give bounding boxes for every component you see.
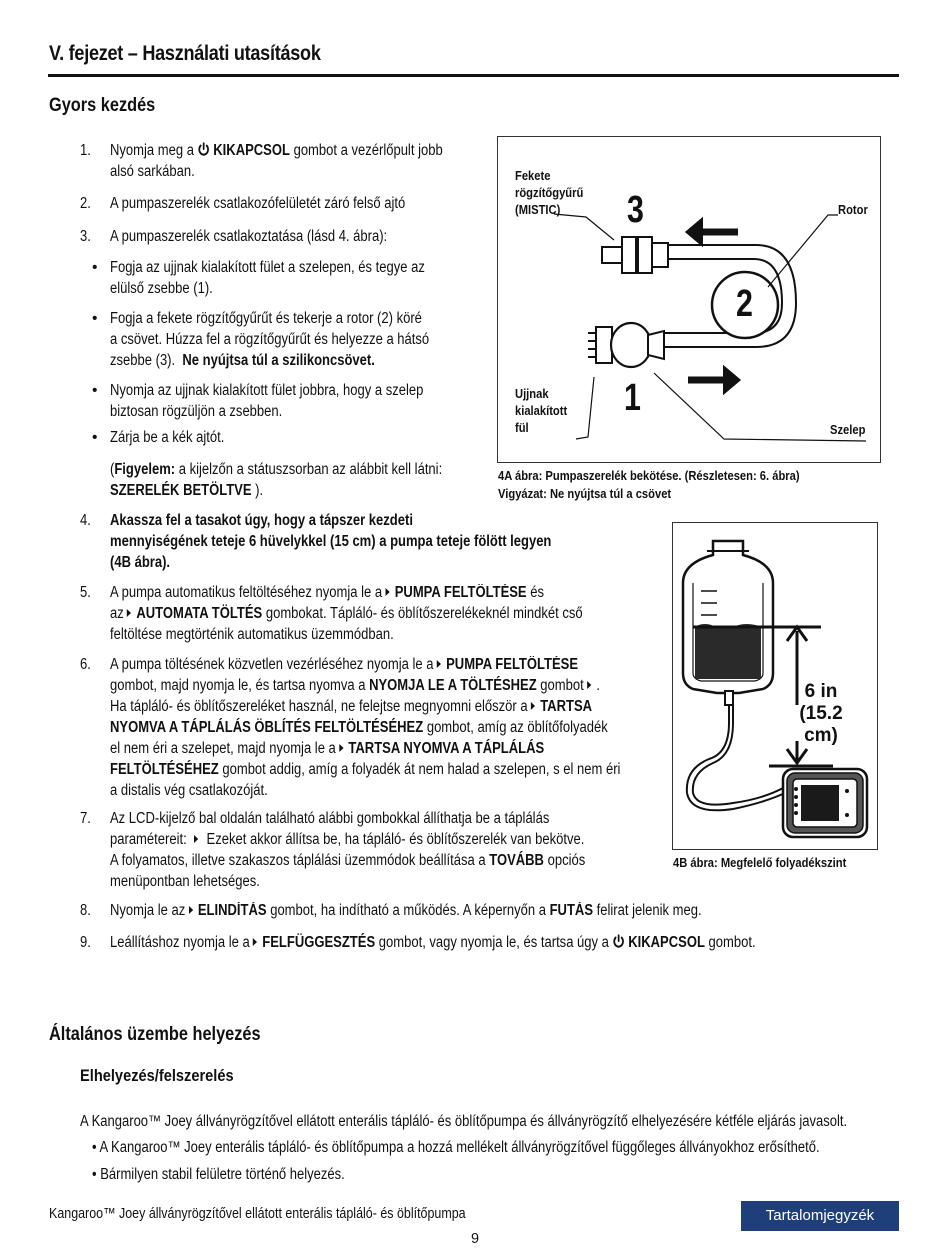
step-7-number: 7. (80, 810, 91, 827)
bullet-1-line-1: Fogja az ujjnak kialakított fület a szelepen, és tegye az (110, 259, 425, 276)
valve-label: Szelep (830, 422, 866, 437)
note-label: Figyelem: (114, 461, 176, 478)
bullet-1-text (110, 257, 425, 299)
bullet-2-line-2: a csövet. Húzza fel a rögzítőgyűrűt és helyezze a hátsó (110, 331, 430, 348)
bullet-mark: • (92, 429, 98, 446)
figure-4a-caption-1: 4A ábra: Pumpaszerelék bekötése. (Részletesen: 6. ábra) (498, 468, 800, 483)
number-1-label: 1 (624, 377, 641, 419)
hold-to-prime-button-label: NYOMJA LE A TÖLTÉSHEZ (369, 677, 537, 694)
step-5-text-e: feltöltése megtörténik automatikus üzemmódban. (110, 626, 394, 643)
play-triangle-icon (194, 835, 198, 843)
start-button-label: ELINDÍTÁS (197, 902, 267, 919)
general-setup-heading: Általános üzembe helyezés (49, 1024, 261, 1045)
note-body: a kijelzőn a státuszsorban az alábbit kell látni: (175, 461, 443, 478)
placement-item-1 (92, 1137, 820, 1158)
step-6-text-a: A pumpa töltésének közvetlen vezérléséhez nyomja le a (110, 656, 434, 673)
step-6-text-b: gombot, majd nyomja le, és tartsa nyomva a (110, 677, 366, 694)
step-6-text-d: . (596, 677, 600, 694)
note-text (110, 459, 442, 501)
placement-item-1-text: A Kangaroo™ Joey enterális tápláló- és öblítőpumpa a hozzá mellékelt állványrögzítővel függőleges állványokhoz erősíthető. (99, 1139, 820, 1156)
step-3-text: A pumpaszerelék csatlakoztatása (lásd 4. ábra): (110, 228, 388, 245)
play-triangle-icon (385, 588, 389, 596)
bullet-mark: • (92, 382, 98, 399)
step-6-text-f: gombot, amíg az öblítőfolyadék (426, 719, 608, 736)
bullet-3-text (110, 380, 423, 422)
placement-subheading: Elhelyezés/felszerelés (80, 1066, 234, 1085)
bullet-mark: • (92, 1166, 97, 1183)
step-4-line-3: (4B ábra). (110, 554, 171, 571)
bullet-2-line-1: Fogja a fekete rögzítőgyűrűt és tekerje a rotor (2) köré (110, 310, 422, 327)
bullet-mark: • (92, 259, 98, 276)
step-5-text-d: gombokat. Tápláló- és öblítőszerelékeknél mindkét cső (265, 605, 583, 622)
step-5-text-b: és (530, 584, 545, 601)
chapter-rule (48, 74, 899, 77)
bullet-mark: • (92, 310, 98, 327)
mistic-ring-label (515, 167, 583, 218)
fluid-fill (695, 627, 761, 679)
height-label-cm: (15.2 cm) (799, 703, 843, 746)
mistic-ring-label-2: rögzítőgyűrű (515, 185, 584, 200)
step-2-number: 2. (80, 195, 91, 212)
bullet-2-text (110, 308, 429, 371)
hold-feed-button-label-a: TARTSA NYOMVA A TÁPLÁLÁS (348, 740, 545, 757)
hold-feed-button-label-b: FELTÖLTÉSÉHEZ (110, 761, 219, 778)
prime-pump-button-label: PUMPA FELTÖLTÉSE (446, 656, 579, 673)
placement-item-2 (92, 1164, 345, 1185)
height-label (781, 681, 861, 747)
step-8-text-b: gombot, ha indítható a működés. A képernyőn a (270, 902, 546, 919)
figure-4a (497, 136, 881, 463)
step-7-line-2b: Ezeket akkor állítsa be, ha tápláló- és öblítőszerelék van bekötve. (206, 831, 585, 848)
figure-4b-caption: 4B ábra: Megfelelő folyadékszint (673, 855, 847, 870)
step-7-line-3a: A folyamatos, illetve szakaszos táplálási üzemmódok beállítása a (110, 852, 486, 869)
bullet-1-line-2: elülső zsebbe (1). (110, 280, 213, 297)
figure-4a-caption (498, 467, 800, 503)
bullet-3-line-1: Nyomja az ujjnak kialakított fület jobbra, hogy a szelep (110, 382, 424, 399)
hold-flush-button-label-b: NYOMVA A TÁPLÁLÁS ÖBLÍTÉS FELTÖLTÉSÉHEZ (110, 719, 424, 736)
finger-tab-label-3: fül (515, 420, 529, 435)
play-triangle-icon (127, 609, 131, 617)
step-9-text-a: Leállításhoz nyomja le a (110, 934, 250, 951)
figure-4b (672, 522, 878, 850)
running-status-label: FUTÁS (549, 902, 594, 919)
footer-product-name: Kangaroo™ Joey állványrögzítővel ellátott enterális tápláló- és öblítőpumpa (49, 1206, 466, 1222)
note-status-value: SZERELÉK BETÖLTVE (110, 482, 252, 499)
finger-tab-label (515, 385, 567, 436)
step-6-text-c: gombot (540, 677, 584, 694)
step-1-text-c: alsó sarkában. (110, 163, 195, 180)
bullet-2-warning: Ne nyújtsa túl a szilikoncsövet. (182, 352, 375, 369)
step-6-number: 6. (80, 656, 91, 673)
off-button-label: KIKAPCSOL (213, 142, 290, 159)
height-label-in: 6 in (804, 681, 838, 702)
step-5-text (110, 582, 583, 645)
number-3-label: 3 (627, 189, 644, 231)
power-icon (612, 934, 625, 949)
step-6-text (110, 654, 620, 801)
step-1-text-b: gombot a vezérlőpult jobb (293, 142, 443, 159)
step-4-line-2: mennyiségének teteje 6 hüvelykkel (15 cm) a pumpa teteje fölött legyen (110, 533, 552, 550)
step-6-text-g: el nem éri a szelepet, majd nyomja le a (110, 740, 336, 757)
power-icon (197, 142, 210, 157)
finger-tab-label-1: Ujjnak (515, 386, 549, 401)
figure-4a-caption-2: Vigyázat: Ne nyújtsa túl a csövet (498, 486, 672, 501)
step-1-number: 1. (80, 142, 91, 159)
bullet-3-line-2: biztosan rögzüljön a zsebben. (110, 403, 283, 420)
play-triangle-icon (339, 744, 343, 752)
step-8-number: 8. (80, 902, 91, 919)
note-close: ). (255, 482, 264, 499)
play-triangle-icon (587, 681, 591, 689)
prime-pump-button-label: PUMPA FELTÖLTÉSE (394, 584, 527, 601)
step-7-line-4: menüpontban lehetséges. (110, 873, 260, 890)
play-triangle-icon (253, 938, 257, 946)
placement-intro: A Kangaroo™ Joey állványrögzítővel ellátott enterális tápláló- és öblítőpumpa és állványrögzítő elhelyezésére kétféle eljárás javasolt. (80, 1113, 848, 1130)
step-9-text-c: gombot. (708, 934, 756, 951)
step-7-line-3b: opciós (547, 852, 586, 869)
number-2-label: 2 (736, 283, 753, 325)
play-triangle-icon (531, 702, 535, 710)
quick-start-heading: Gyors kezdés (49, 95, 156, 116)
step-6-text-i: a distalis vég csatlakozóját. (110, 782, 268, 799)
auto-prime-button-label: AUTOMATA TÖLTÉS (136, 605, 263, 622)
hold-flush-button-label-a: TARTSA (540, 698, 593, 715)
step-9-text-b: gombot, vagy nyomja le, és tartsa úgy a (378, 934, 609, 951)
bullet-mark: • (92, 1139, 97, 1156)
placement-item-2-text: Bármilyen stabil felületre történő helyezés. (100, 1166, 345, 1183)
step-3-number: 3. (80, 228, 91, 245)
step-6-text-h: gombot addig, amíg a folyadék át nem halad a szelepen, s el nem éri (222, 761, 621, 778)
play-triangle-icon (189, 906, 193, 914)
table-of-contents-button[interactable]: Tartalomjegyzék (741, 1201, 899, 1231)
pause-button-label: FELFÜGGESZTÉS (262, 934, 376, 951)
step-7-line-2a: paramétereit: (110, 831, 187, 848)
step-8-text-c: felirat jelenik meg. (596, 902, 702, 919)
bullet-2-line-3a: zsebbe (3). (110, 352, 176, 369)
rotor-label: Rotor (838, 202, 868, 217)
play-triangle-icon (437, 660, 441, 668)
page-number: 9 (470, 1231, 480, 1247)
step-5-text-a: A pumpa automatikus feltöltéséhez nyomja le a (110, 584, 383, 601)
step-7-line-1: Az LCD-kijelző bal oldalán található alábbi gombokkal állíthatja be a táplálás (110, 810, 550, 827)
step-1-text-a: Nyomja meg a (110, 142, 194, 159)
step-4-text (110, 510, 551, 573)
step-4-line-1: Akassza fel a tasakot úgy, hogy a tápszer kezdeti (110, 512, 413, 529)
bullet-4-text: Zárja be a kék ajtót. (110, 429, 225, 446)
mistic-ring-label-3: (MISTIC) (515, 202, 561, 217)
step-8-text (110, 900, 702, 921)
step-9-number: 9. (80, 934, 91, 951)
step-7-text (110, 808, 585, 892)
step-5-number: 5. (80, 584, 91, 601)
step-4-number: 4. (80, 512, 91, 529)
chapter-title: V. fejezet – Használati utasítások (49, 42, 321, 65)
off-button-label: KIKAPCSOL (628, 934, 705, 951)
note-open: ( (110, 461, 115, 478)
next-button-label: TOVÁBB (489, 852, 544, 869)
step-6-text-e: Ha tápláló- és öblítőszereléket használ, ne felejtse megnyomni először a (110, 698, 528, 715)
mistic-ring-label-1: Fekete (515, 168, 551, 183)
step-2-text: A pumpaszerelék csatlakozófelületét záró felső ajtó (110, 195, 406, 212)
step-9-text (110, 932, 756, 953)
step-8-text-a: Nyomja le az (110, 902, 186, 919)
step-5-text-c: az (110, 605, 124, 622)
finger-tab-label-2: kialakított (515, 403, 568, 418)
step-1-text (110, 140, 443, 182)
